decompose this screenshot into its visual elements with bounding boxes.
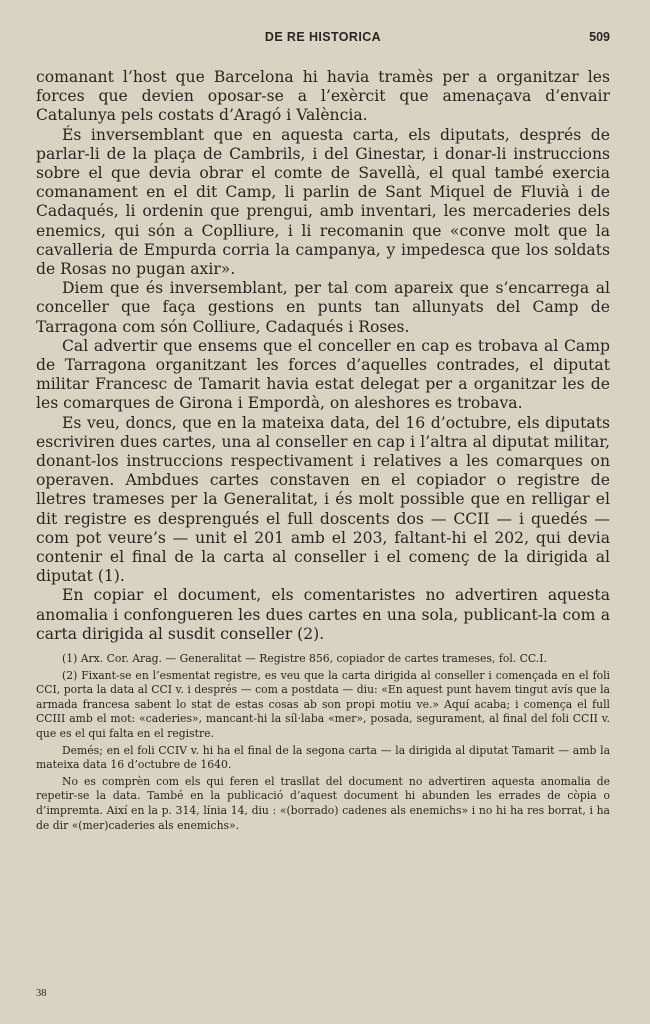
paragraph: En copiar el document, els comentaristes no advertiren aquesta anomalia i confongueren les dues cartes en una sola, publicant-la com a carta dirigida al susdit conseller (2). (36, 586, 610, 643)
signature-mark: 38 (36, 988, 47, 999)
paragraph: És inversemblant que en aquesta carta, els diputats, després de parlar-li de la plaça de Cambrils, i del Ginestar, i donar-li instruccions sobre el que devia obrar el comte de Savellà, el qual també exercia comanament en el dit Camp, li parlin de Sant Miquel de Fluvià i de Cadaqués, li ordenin que prengui, amb inventari, les mercaderies dels enemics, qui són a Coplliure, i li recomanin que «conve molt que la cavalleria de Empurda corria la campanya, y impedesca que los soldats de Rosas no pugan axir». (36, 125, 610, 279)
footnotes (36, 652, 610, 833)
running-title: DE RE HISTORICA (264, 30, 382, 44)
footnote: Demés; en el foli CCIV v. hi ha el final de la segona carta — la dirigida al diputat Tamarit — amb la mateixa data 16 d’octubre de 1640. (36, 743, 610, 772)
page-header (36, 28, 610, 52)
page-number: 509 (589, 30, 610, 44)
footnote: (1) Arx. Cor. Arag. — Generalitat — Registre 856, copiador de cartes trameses, fol. CC.I. (62, 652, 547, 666)
paragraph: Es veu, doncs, que en la mateixa data, del 16 d’octubre, els diputats escriviren dues cartes, una al conseller en cap i l’altra al diputat militar, donant-los instruccions respectivament i relatives a les comarques on operaven. Ambdues cartes constaven en el copiador o registre de lletres trameses per la Generalitat, i és molt possible que en relligar el dit registre es desprengués el full doscents dos — CCII — i quedés — com pot veure’s — unit el 201 amb el 203, faltant-hi el 202, qui devia contenir el final de la carta al conseller i el començ de la dirigida al diputat (1). (36, 413, 610, 586)
footnote: No es comprèn com els qui feren el trasllat del document no advertiren aquesta anomalia de repetir-se la data. També en la publicació d’aquest document hi abunden les errades de còpia o d’impremta. Així en la p. 314, línia 14, diu : «(borrado) cadenes als enemichs» i no hi ha res borrat, i ha de dir «(mer)caderies als enemichs». (36, 774, 610, 832)
paragraph: Diem que és inversemblant, per tal com apareix que s’encarrega al conceller que faça gestions en punts tan allunyats del Camp de Tarragona com són Colliure, Cadaqués i Roses. (36, 279, 610, 336)
paragraph: comanant l’host que Barcelona hi havia tramès per a organitzar les forces que devien oposar-se a l’exèrcit que amenaçava d’envair Catalunya pels costats d’Aragó i València. (36, 68, 610, 125)
paragraph: Cal advertir que ensems que el conceller en cap es trobava al Camp de Tarragona organitzant les forces d’aquelles contrades, el diputat militar Francesc de Tamarit havia estat delegat per a organitzar les de les comarques de Girona i Empordà, on aleshores es trobava. (36, 336, 610, 413)
body-text (36, 68, 610, 644)
footnote: (2) Fixant-se en l’esmentat registre, es veu que la carta dirigida al conseller i començada en el foli CCI, porta la data al CCI v. i després — com a postdata — diu: «En aquest punt havem tingut avís que la armada francesa sabent lo stat de estas cosas ab son propi motiu ve.» Aquí acaba; i comença el full CCIII amb el mot: «caderies», mancant-hi la síl·laba «mer», posada, segurament, al final del foli CCII v. que es el qui falta en el registre. (36, 668, 610, 741)
